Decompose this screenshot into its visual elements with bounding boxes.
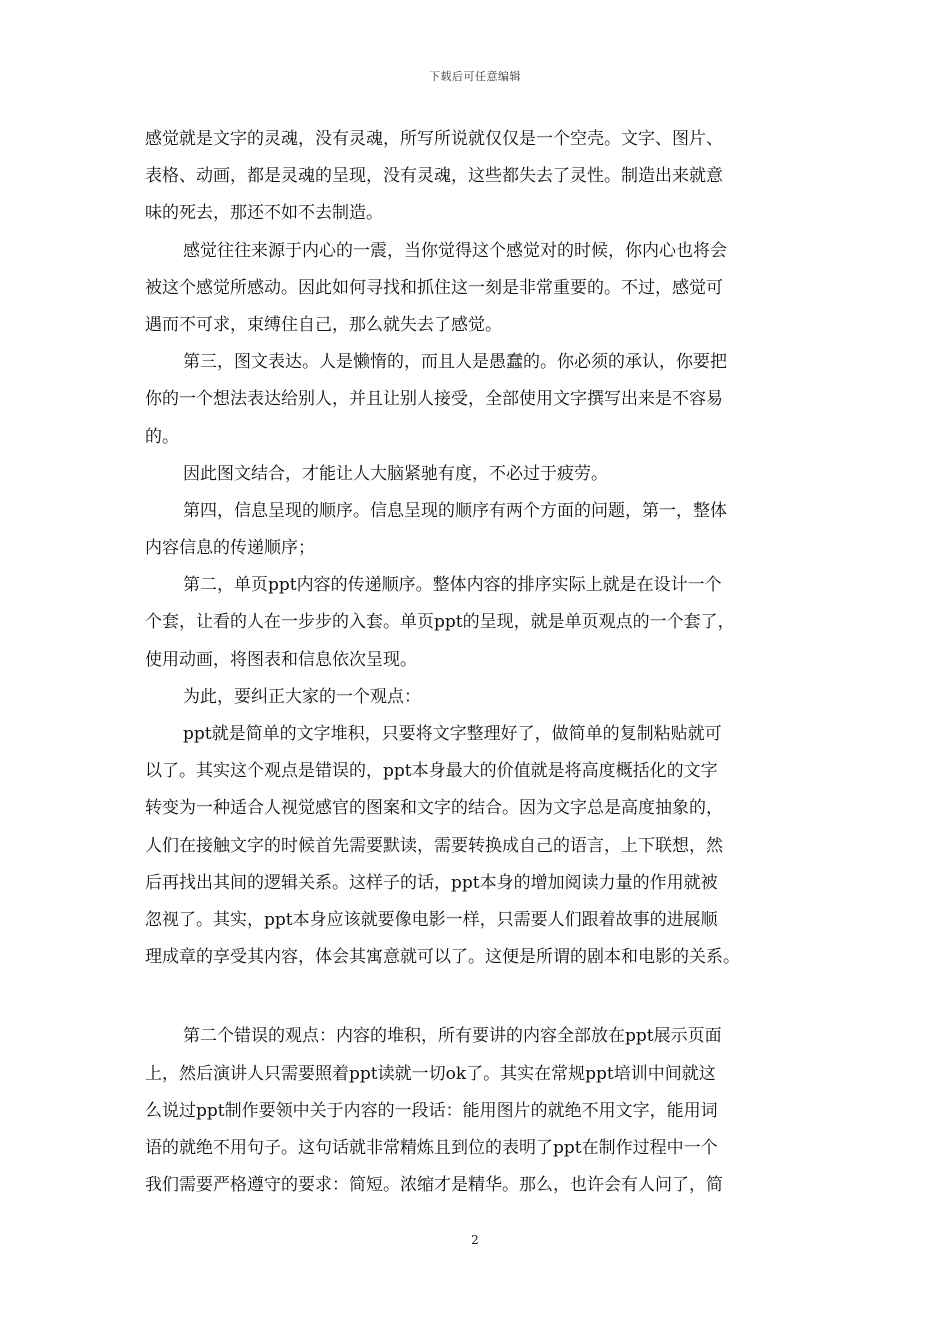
text-line: 味的死去，那还不如不去制造。: [145, 203, 383, 224]
text-line: 感觉往往来源于内心的一震，当你觉得这个感觉对的时候，你内心也将会: [183, 240, 727, 261]
paragraph: [145, 344, 810, 456]
text-line: 的。: [145, 426, 179, 447]
text-line: 你的一个想法表达给别人，并且让别人接受，全部使用文字撰写出来是不容易: [145, 389, 723, 410]
text-line: 语的就绝不用句子。这句话就非常精炼且到位的表明了ppt在制作过程中一个: [145, 1137, 718, 1158]
text-line: 以了。其实这个观点是错误的，ppt本身最大的价值就是将高度概括化的文字: [145, 761, 718, 782]
text-line: 遇而不可求，束缚住自己，那么就失去了感觉。: [145, 314, 502, 335]
paragraph-spacer: [145, 976, 810, 1018]
paragraph: [145, 567, 810, 679]
text-line: 第三，图文表达。人是懒惰的，而且人是愚蠢的。你必须的承认，你要把: [183, 352, 727, 373]
text-line: 表格、动画，都是灵魂的呈现，没有灵魂，这些都失去了灵性。制造出来就意: [145, 166, 723, 187]
text-line: ppt就是简单的文字堆积，只要将文字整理好了，做简单的复制粘贴就可: [183, 724, 722, 744]
text-line: 为此，要纠正大家的一个观点：: [183, 686, 421, 707]
text-line: 使用动画，将图表和信息依次呈现。: [145, 649, 417, 670]
paragraph: [145, 493, 810, 567]
text-line: 第二，单页ppt内容的传递顺序。整体内容的排序实际上就是在设计一个: [183, 575, 722, 596]
text-line: 人们在接触文字的时候首先需要默读，需要转换成自己的语言，上下联想，然: [145, 835, 723, 856]
text-line: 因此图文结合，才能让人大脑紧驰有度，不必过于疲劳。: [183, 463, 608, 484]
paragraph: [145, 1018, 810, 1204]
page-header: 下载后可任意编辑: [429, 70, 521, 83]
text-line: 个套，让看的人在一步步的入套。单页ppt的呈现，就是单页观点的一个套了，: [145, 612, 735, 633]
text-line: 内容信息的传递顺序；: [145, 538, 315, 559]
text-line: 被这个感觉所感动。因此如何寻找和抓住这一刻是非常重要的。不过，感觉可: [145, 277, 723, 298]
text-line: 理成章的享受其内容，体会其寓意就可以了。这便是所谓的剧本和电影的关系。: [145, 947, 740, 968]
paragraph: [145, 233, 810, 345]
text-line: 后再找出其间的逻辑关系。这样子的话，ppt本身的增加阅读力量的作用就被: [145, 872, 718, 893]
paragraph: [145, 679, 810, 716]
text-line: 我们需要严格遵守的要求：简短。浓缩才是精华。那么，也许会有人问了，简: [145, 1175, 723, 1196]
text-line: 转变为一种适合人视觉感官的图案和文字的结合。因为文字总是高度抽象的，: [145, 798, 723, 819]
text-line: 第二个错误的观点：内容的堆积，所有要讲的内容全部放在ppt展示页面: [183, 1026, 722, 1047]
paragraph: [145, 121, 810, 233]
text-line: 感觉就是文字的灵魂，没有灵魂，所写所说就仅仅是一个空壳。文字、图片、: [145, 129, 723, 149]
text-line: 忽视了。其实，ppt本身应该就要像电影一样，只需要人们跟着故事的进展顺: [145, 909, 718, 930]
text-line: 上，然后演讲人只需要照着ppt读就一切ok了。其实在常规ppt培训中间就这: [145, 1063, 716, 1084]
document-body: [145, 121, 810, 1204]
text-line: 么说过ppt制作要领中关于内容的一段话：能用图片的就绝不用文字，能用词: [145, 1100, 718, 1121]
paragraph: [145, 716, 810, 976]
text-line: 第四，信息呈现的顺序。信息呈现的顺序有两个方面的问题，第一，整体: [183, 500, 727, 521]
paragraph: [145, 456, 810, 493]
page-number: 2: [471, 1233, 479, 1247]
